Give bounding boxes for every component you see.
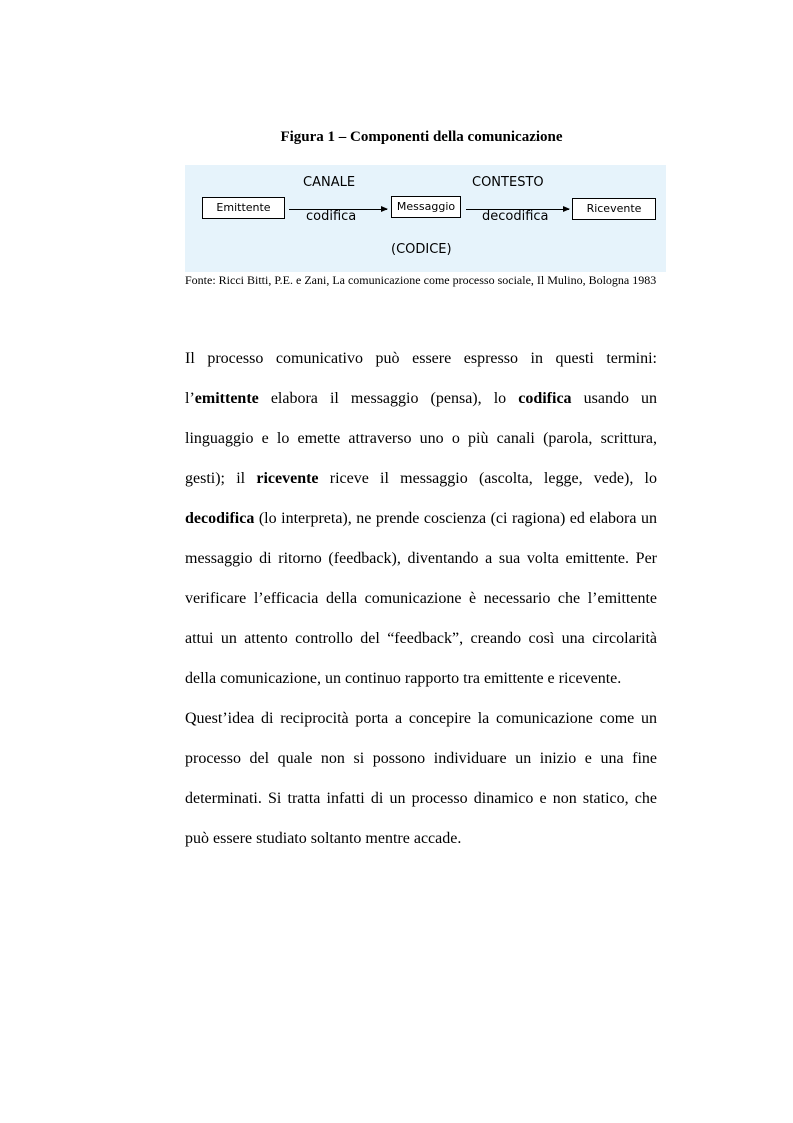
box-receiver: Ricevente xyxy=(572,198,656,220)
p1-text-5: (lo interpreta), ne prende coscienza (ci ragiona) ed elabora un messaggio di ritorno (feedback), diventando a sua volta emittente. Per verificare l’efficacia della comunicazione è necessario che l’emittente attui un attento controllo del “feedback”, creando così una circolarità della comunicazione, un continuo rapporto tra emittente e ricevente. xyxy=(185,510,657,687)
p1-text-4: riceve il messaggio (ascolta, legge, vede), lo xyxy=(318,470,658,487)
label-encode: codifica xyxy=(306,209,357,224)
box-message: Messaggio xyxy=(391,196,461,218)
p1-text-2: elabora il messaggio (pensa), lo xyxy=(258,390,519,407)
label-context: CONTESTO xyxy=(472,175,544,190)
paragraph-2: Quest’idea di reciprocità porta a concepire la comunicazione come un processo del quale non si possono individuare un inizio e una fine determinati. Si tratta infatti di un processo dinamico e non statico, che può essere studiato soltanto mentre accade. xyxy=(185,710,657,847)
p1-bold-codifica: codifica xyxy=(518,390,572,407)
p1-bold-ricevente: ricevente xyxy=(256,470,319,487)
figure-title: Figura 1 – Componenti della comunicazione xyxy=(280,129,563,145)
body-text xyxy=(185,339,657,859)
box-sender: Emittente xyxy=(202,197,285,219)
p1-text-3: usando un linguaggio e lo emette attraverso uno o più canali (parola, scrittura, gesti); il xyxy=(185,390,658,487)
communication-diagram xyxy=(185,165,666,272)
p1-bold-emittente: emittente xyxy=(194,390,259,407)
paragraph-1 xyxy=(185,339,657,699)
label-code: (CODICE) xyxy=(391,242,452,257)
label-decode: decodifica xyxy=(482,209,549,224)
figure-source: Fonte: Ricci Bitti, P.E. e Zani, La comunicazione come processo sociale, Il Mulino, Bologna 1983 xyxy=(185,273,657,287)
p1-text-1: Il processo comunicativo può essere espresso in questi termini: l’ xyxy=(185,350,657,407)
p1-bold-decodifica: decodifica xyxy=(185,510,255,527)
label-channel: CANALE xyxy=(303,175,356,190)
